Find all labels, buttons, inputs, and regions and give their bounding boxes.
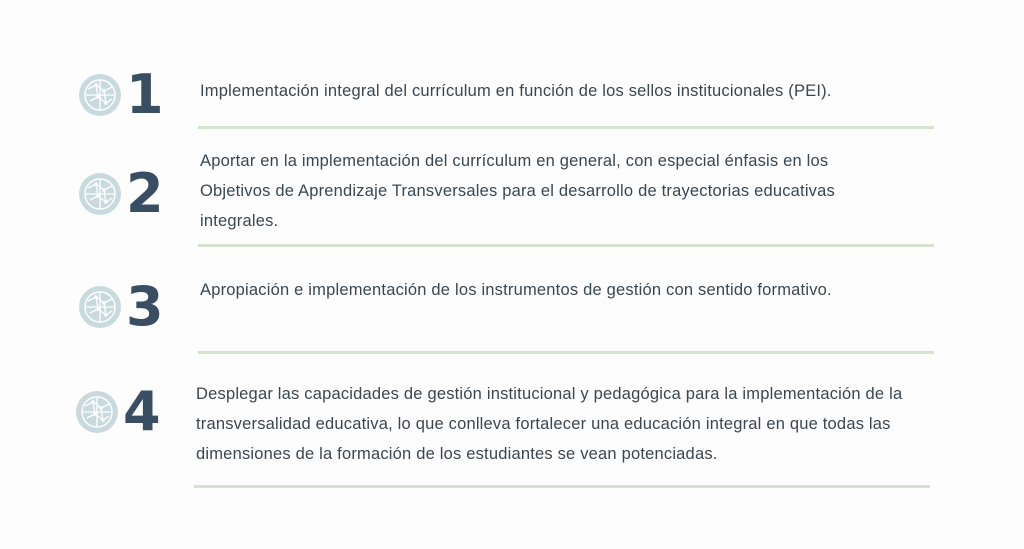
item-divider [198, 244, 934, 247]
item-divider [194, 485, 930, 488]
item-text: Desplegar las capacidades de gestión institucional y pedagógica para la implementación de la transversalidad educativa, lo que conlleva fortalecer una educación integral en que todas las dimensiones de la formación de los estudiantes se vean potenciadas. [196, 385, 903, 463]
item-divider [198, 126, 934, 129]
item-badge [78, 275, 164, 338]
item-number: 1 [126, 63, 164, 126]
item-text: Implementación integral del currículum en función de los sellos institucionales (PEI). [200, 82, 832, 100]
item-badge [78, 162, 164, 225]
globe-network-icon [78, 285, 122, 329]
item-badge [78, 63, 164, 126]
globe-network-icon [75, 390, 119, 434]
item-text: Aportar en la implementación del currículum en general, con especial énfasis en los Objetivos de Aprendizaje Transversales para el desarrollo de trayectorias educativas integrales. [200, 152, 835, 230]
item-text: Apropiación e implementación de los instrumentos de gestión con sentido formativo. [200, 281, 832, 299]
item-number: 4 [123, 380, 161, 443]
item-number: 3 [126, 275, 164, 338]
item-divider [198, 351, 934, 354]
item-badge [75, 380, 161, 443]
globe-network-icon [78, 73, 122, 117]
item-number: 2 [126, 162, 164, 225]
globe-network-icon [78, 172, 122, 216]
